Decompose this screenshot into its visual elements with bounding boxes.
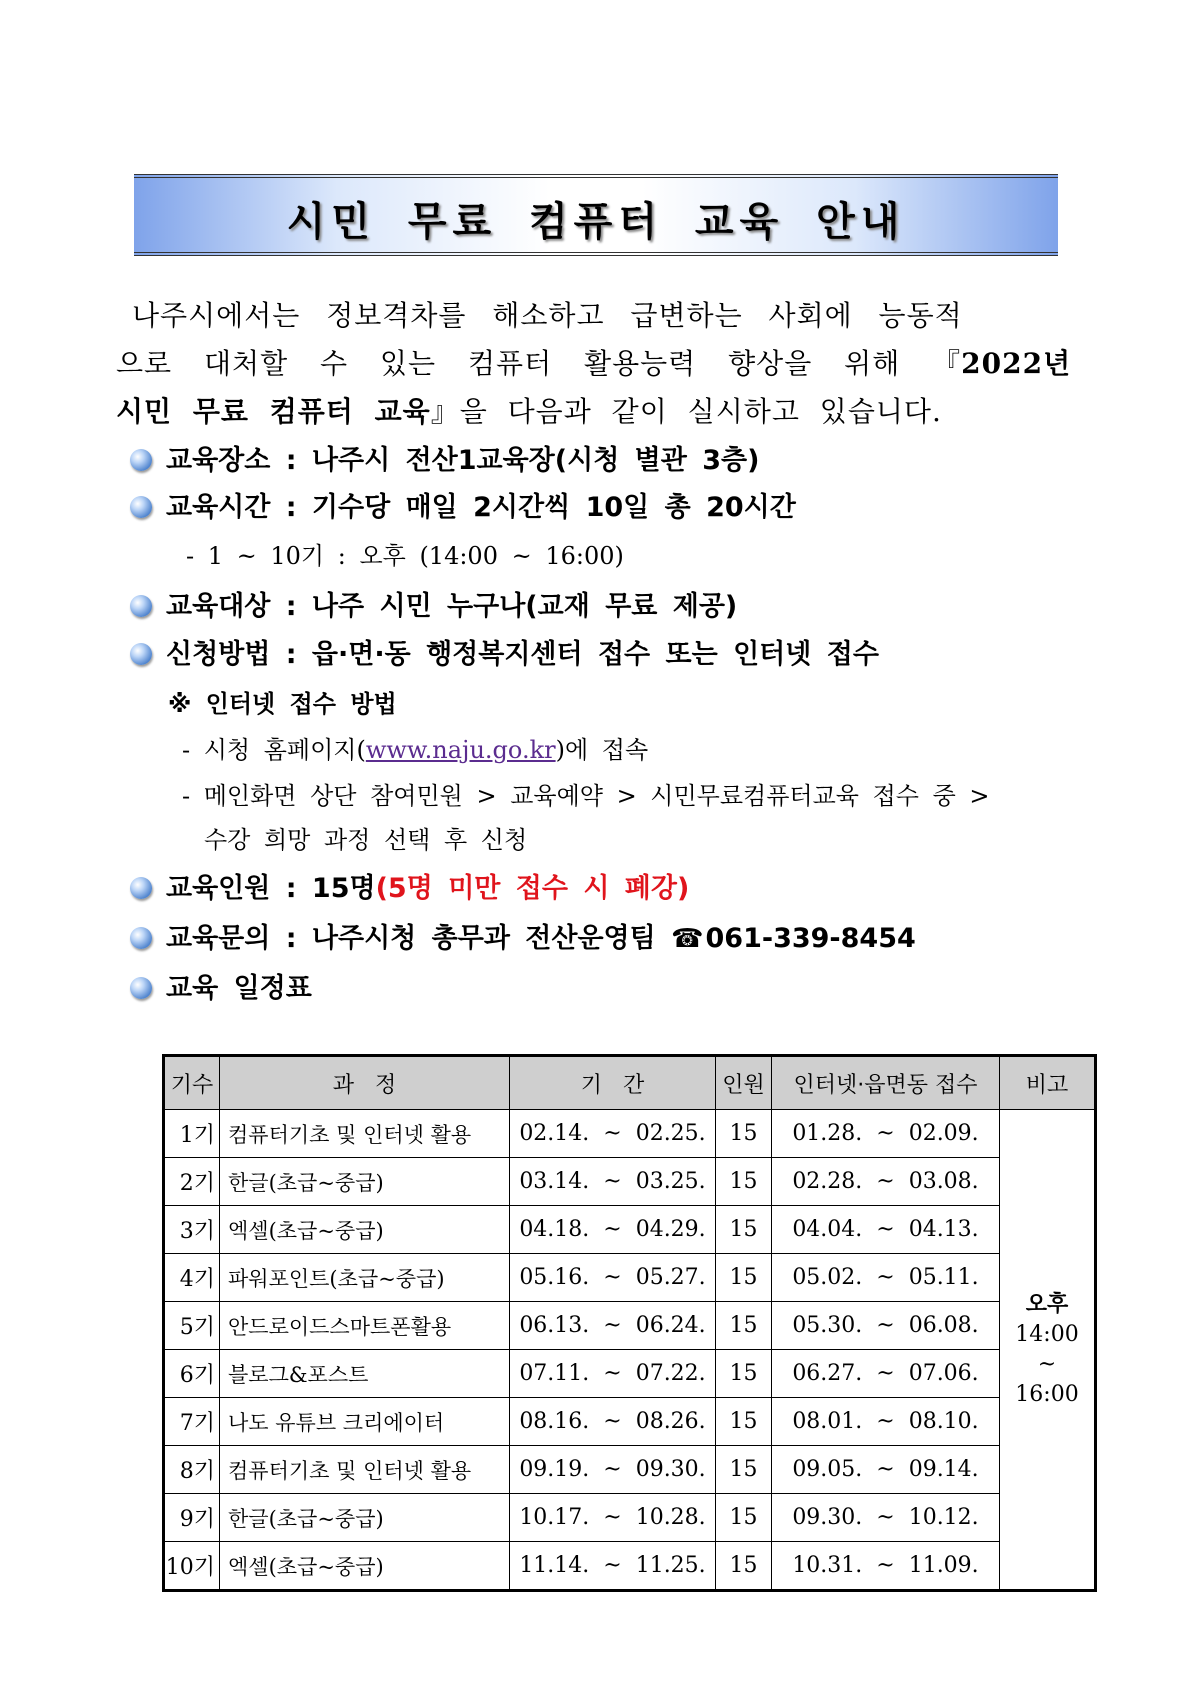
cell-count: 15 xyxy=(716,1350,772,1398)
intro-program-name: 시민 무료 컴퓨터 교육 xyxy=(116,395,431,428)
bullet-icon xyxy=(130,595,152,617)
cell-count: 15 xyxy=(716,1254,772,1302)
remark-line-2: 14:00 xyxy=(1015,1321,1079,1347)
info-time xyxy=(130,485,796,524)
schedule-heading xyxy=(130,966,312,1005)
intro-line-2-text: 으로 대처할 수 있는 컴퓨터 활용능력 향상을 위해 『 xyxy=(116,347,962,380)
cell-count: 15 xyxy=(716,1110,772,1158)
cell-reception: 06.27. ~ 07.06. xyxy=(772,1350,1000,1398)
bullet-icon xyxy=(130,927,152,949)
cell-course: 파워포인트(초급~중급) xyxy=(220,1254,510,1302)
cell-no: 4기 xyxy=(164,1254,220,1302)
header-remark: 비고 xyxy=(1000,1056,1096,1110)
cell-course: 한글(초급~중급) xyxy=(220,1494,510,1542)
cell-course: 블로그&포스트 xyxy=(220,1350,510,1398)
remark-line-3: ~ xyxy=(1037,1351,1057,1377)
table-row xyxy=(164,1446,1096,1494)
cell-period: 06.13. ~ 06.24. xyxy=(510,1302,716,1350)
intro-line-3 xyxy=(116,388,1096,436)
remark-line-1: 오후 xyxy=(1025,1291,1069,1317)
internet-step-2: - 메인화면 상단 참여민원 > 교육예약 > 시민무료컴퓨터교육 접수 중 > xyxy=(182,782,990,810)
internet-step-1-prefix: - 시청 홈페이지( xyxy=(182,736,366,764)
cell-period: 04.18. ~ 04.29. xyxy=(510,1206,716,1254)
cell-no: 1기 xyxy=(164,1110,220,1158)
cell-no: 10기 xyxy=(164,1542,220,1591)
cell-period: 11.14. ~ 11.25. xyxy=(510,1542,716,1591)
cell-reception: 08.01. ~ 08.10. xyxy=(772,1398,1000,1446)
phone-icon: ☎ xyxy=(671,924,704,954)
bullet-icon xyxy=(130,877,152,899)
info-time-detail: - 1 ~ 10기 : 오후 (14:00 ~ 16:00) xyxy=(186,542,624,570)
table-row xyxy=(164,1494,1096,1542)
cell-no: 3기 xyxy=(164,1206,220,1254)
cell-reception: 02.28. ~ 03.08. xyxy=(772,1158,1000,1206)
cell-no: 6기 xyxy=(164,1350,220,1398)
info-target xyxy=(130,584,737,623)
intro-line-1: 나주시에서는 정보격차를 해소하고 급변하는 사회에 능동적 xyxy=(132,299,963,332)
cell-reception: 01.28. ~ 02.09. xyxy=(772,1110,1000,1158)
internet-step-3: 수강 희망 과정 선택 후 신청 xyxy=(204,826,528,854)
info-target-text: 교육대상 : 나주 시민 누구나(교재 무료 제공) xyxy=(166,591,738,622)
info-contact-text: 교육문의 : 나주시청 총무과 전산운영팀 xyxy=(166,923,672,954)
cell-course: 컴퓨터기초 및 인터넷 활용 xyxy=(220,1110,510,1158)
cell-course: 엑셀(초급~중급) xyxy=(220,1206,510,1254)
internet-note: ※ 인터넷 접수 방법 xyxy=(168,690,397,718)
cell-reception: 04.04. ~ 04.13. xyxy=(772,1206,1000,1254)
info-capacity xyxy=(130,866,689,905)
page-title: 시민 무료 컴퓨터 교육 안내 xyxy=(286,199,906,245)
cell-count: 15 xyxy=(716,1302,772,1350)
cell-count: 15 xyxy=(716,1494,772,1542)
table-row xyxy=(164,1350,1096,1398)
table-row xyxy=(164,1206,1096,1254)
cell-reception: 09.05. ~ 09.14. xyxy=(772,1446,1000,1494)
cell-reception: 05.02. ~ 05.11. xyxy=(772,1254,1000,1302)
table-row xyxy=(164,1542,1096,1591)
info-place xyxy=(130,438,759,477)
cell-no: 7기 xyxy=(164,1398,220,1446)
cell-no: 5기 xyxy=(164,1302,220,1350)
intro-line-2 xyxy=(116,340,1096,388)
cell-period: 03.14. ~ 03.25. xyxy=(510,1158,716,1206)
table-header-row xyxy=(164,1056,1096,1110)
cell-count: 15 xyxy=(716,1158,772,1206)
cell-course: 안드로이드스마트폰활용 xyxy=(220,1302,510,1350)
cell-period: 02.14. ~ 02.25. xyxy=(510,1110,716,1158)
intro-paragraph xyxy=(116,292,1096,436)
info-contact xyxy=(130,916,916,955)
cell-reception: 05.30. ~ 06.08. xyxy=(772,1302,1000,1350)
header-no: 기수 xyxy=(164,1056,220,1110)
cell-count: 15 xyxy=(716,1206,772,1254)
bullet-icon xyxy=(130,449,152,471)
bullet-icon xyxy=(130,977,152,999)
cell-remark xyxy=(1000,1110,1096,1591)
cell-period: 10.17. ~ 10.28. xyxy=(510,1494,716,1542)
cell-course: 나도 유튜브 크리에이터 xyxy=(220,1398,510,1446)
table-row xyxy=(164,1254,1096,1302)
cell-period: 08.16. ~ 08.26. xyxy=(510,1398,716,1446)
header-count: 인원 xyxy=(716,1056,772,1110)
internet-step-1 xyxy=(182,730,648,765)
info-phone: 061-339-8454 xyxy=(705,923,916,954)
cell-count: 15 xyxy=(716,1542,772,1591)
cell-no: 2기 xyxy=(164,1158,220,1206)
cell-reception: 10.31. ~ 11.09. xyxy=(772,1542,1000,1591)
info-time-text: 교육시간 : 기수당 매일 2시간씩 10일 총 20시간 xyxy=(166,492,796,523)
internet-step-1-suffix: )에 접속 xyxy=(555,736,649,764)
cell-count: 15 xyxy=(716,1446,772,1494)
title-banner xyxy=(134,174,1058,256)
homepage-link[interactable]: www.naju.go.kr xyxy=(365,736,556,764)
info-capacity-text: 교육인원 : 15명 xyxy=(166,873,376,904)
table-row xyxy=(164,1110,1096,1158)
schedule-heading-text: 교육 일정표 xyxy=(166,973,312,1004)
header-period: 기 간 xyxy=(510,1056,716,1110)
cell-no: 8기 xyxy=(164,1446,220,1494)
info-apply xyxy=(130,632,879,671)
cell-period: 09.19. ~ 09.30. xyxy=(510,1446,716,1494)
table-row xyxy=(164,1302,1096,1350)
header-reception: 인터넷·읍면동 접수 xyxy=(772,1056,1000,1110)
cell-reception: 09.30. ~ 10.12. xyxy=(772,1494,1000,1542)
info-capacity-warning: (5명 미만 접수 시 폐강) xyxy=(375,873,690,904)
info-place-text: 교육장소 : 나주시 전산1교육장(시청 별관 3층) xyxy=(166,445,760,476)
cell-course: 한글(초급~중급) xyxy=(220,1158,510,1206)
cell-period: 07.11. ~ 07.22. xyxy=(510,1350,716,1398)
cell-no: 9기 xyxy=(164,1494,220,1542)
schedule-table xyxy=(162,1054,1097,1592)
info-apply-text: 신청방법 : 읍·면·동 행정복지센터 접수 또는 인터넷 접수 xyxy=(166,639,879,670)
intro-line-3-text: 』을 다음과 같이 실시하고 있습니다. xyxy=(430,395,942,428)
header-course: 과 정 xyxy=(220,1056,510,1110)
remark-line-4: 16:00 xyxy=(1015,1381,1079,1407)
bullet-icon xyxy=(130,643,152,665)
cell-count: 15 xyxy=(716,1398,772,1446)
table-row xyxy=(164,1158,1096,1206)
cell-period: 05.16. ~ 05.27. xyxy=(510,1254,716,1302)
table-row xyxy=(164,1398,1096,1446)
cell-course: 엑셀(초급~중급) xyxy=(220,1542,510,1591)
intro-year: 2022년 xyxy=(961,347,1072,380)
bullet-icon xyxy=(130,496,152,518)
cell-course: 컴퓨터기초 및 인터넷 활용 xyxy=(220,1446,510,1494)
